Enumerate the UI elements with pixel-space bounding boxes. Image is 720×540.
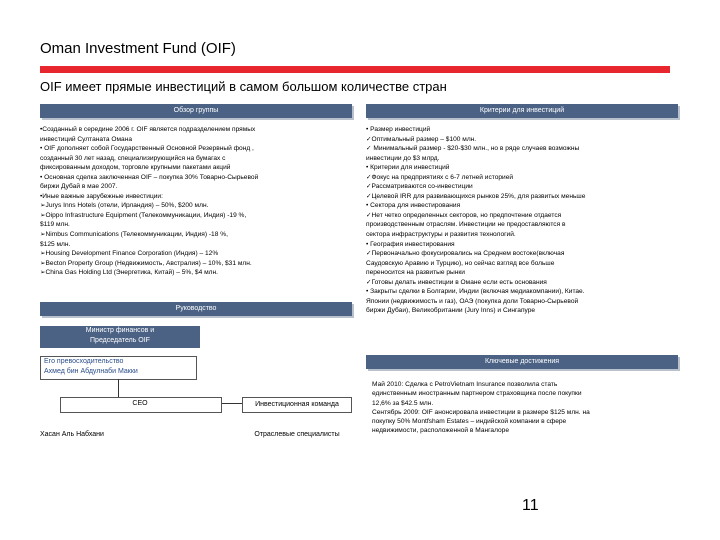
criteria-line: • Размер инвестиций bbox=[366, 126, 431, 133]
overview-text bbox=[40, 125, 258, 278]
slide-title: Oman Investment Fund (OIF) bbox=[40, 40, 236, 57]
slide-subtitle: OIF имеет прямые инвестиций в самом большом количестве стран bbox=[40, 79, 447, 94]
criteria-line: производственным отраслям. Инвестиции не предоставляются в bbox=[366, 221, 566, 229]
overview-line: ➢Beсton Property Group (Недвижимость, Австралия) – 10%, $31 млн. bbox=[40, 259, 252, 267]
chair-name bbox=[44, 357, 138, 377]
org-line-connector bbox=[220, 403, 242, 404]
overview-line: фиксированным доходом, торговле крупными пакетами акций bbox=[40, 164, 231, 172]
chair-title-line-2: Председатель OIF bbox=[90, 337, 150, 344]
achievement-line: 12,6% за $42.5 млн. bbox=[372, 399, 434, 407]
criteria-line: • Сектора для инвестирования bbox=[366, 202, 461, 210]
criteria-line: ✓Рассматриваются со-инвестиции bbox=[366, 183, 473, 191]
criteria-line: • Критерии для инвестиций bbox=[366, 164, 450, 172]
chair-name-line-1: Его превосходительство bbox=[44, 358, 124, 365]
chair-name-line-2: Ахмед бин Абдулнаби Макки bbox=[44, 368, 138, 375]
overview-header: Обзор группы bbox=[40, 104, 352, 118]
overview-line: ➢Housing Development Finance Corporation (Индия) – 12% bbox=[40, 250, 219, 258]
criteria-line: ✓ Минимальный размер - $20-$30 млн., но в ряде случаев возможны bbox=[366, 145, 580, 153]
overview-line: биржи Дубай в мае 2007. bbox=[40, 183, 118, 191]
overview-line: •Иные важные зарубежные инвестиции: bbox=[40, 192, 163, 200]
achievement-line: Май 2010: Сделка с PetroVietnam Insurance позволила стать bbox=[372, 381, 558, 388]
ceo-label: CEO bbox=[132, 400, 148, 407]
criteria-line: биржи Дубаи), Великобритании (Jury Inns) и Сингапуре bbox=[366, 307, 536, 315]
overview-line: •Созданный в середине 2006 г. OIF является подразделением прямых bbox=[40, 126, 256, 133]
criteria-line: инвестиции до $3 млрд. bbox=[366, 154, 440, 162]
chair-title-line-1: Министр финансов и bbox=[85, 327, 155, 334]
criteria-line: ✓Первоначально фокусировались на Среднем востоке(включая bbox=[366, 250, 565, 258]
criteria-line: сектора инфраструктуры и развития технологий. bbox=[366, 231, 516, 239]
overview-line: $125 млн. bbox=[40, 240, 71, 248]
overview-line: ➢Nimbus Communications (Телекоммуникации, Индия) -18 %, bbox=[40, 231, 228, 239]
criteria-header: Критерии для инвестиций bbox=[366, 104, 678, 118]
criteria-line: переносится на развитые рынки bbox=[366, 269, 465, 277]
achievement-line: единственным иностранным партнером страховщика после покупки bbox=[372, 390, 582, 398]
criteria-line: ✓Целевой IRR для развивающихся рынков 25%, для развитых меньше bbox=[366, 192, 586, 200]
overview-line: инвестиций Султаната Омана bbox=[40, 135, 133, 143]
achievement-line: покупку 50% Mоntfsham Estates – индийской компании в сфере bbox=[372, 418, 567, 426]
investment-team-label: Инвестиционная команда bbox=[255, 401, 339, 408]
criteria-line: Саудовскую Аравию и Турцию), но сейчас взгляд все больше bbox=[366, 259, 555, 267]
achievement-line: недвижимости, расположенной в Мангалоре bbox=[372, 427, 509, 435]
overview-line: • OIF дополняет собой Государственный Основной Резервный фонд , bbox=[40, 145, 254, 153]
achievement-line: Сентябрь 2009: OIF анонсировала инвестиции в размере $125 млн. на bbox=[372, 408, 590, 416]
chair-box bbox=[40, 326, 200, 348]
ceo-name: Хасан Аль Набхани bbox=[40, 431, 104, 438]
overview-line: • Основная сделка заключенная OIF – покупка 30% Товарно-Сырьевой bbox=[40, 173, 259, 181]
achievements-header: Ключевые достижения bbox=[366, 355, 678, 369]
criteria-line: Японии (недвижимость и газ), ОАЭ (покупка доли Товарно-Сырьевой bbox=[366, 297, 579, 305]
criteria-line: • Закрыты сделки в Болгарии, Индии (включая медиакомпании), Китае. bbox=[366, 288, 585, 296]
page-number: 11 bbox=[522, 497, 539, 514]
criteria-line: • География инвестирования bbox=[366, 240, 455, 248]
criteria-line: ✓Фокус на предприятиях с 6-7 летней историей bbox=[366, 173, 514, 181]
criteria-line: ✓Оптимальный размер – $100 млн. bbox=[366, 135, 477, 143]
achievements-text bbox=[372, 380, 590, 436]
overview-line: ➢Oippo Infrastructure Equipment (Телекоммуникации, Индия) -19 %, bbox=[40, 211, 247, 219]
criteria-line: ✓Готовы делать инвестиции в Омане если есть основания bbox=[366, 278, 547, 286]
title-underline-bar bbox=[40, 66, 670, 73]
overview-line: созданный 30 лет назад, специализирующийся на бумагах с bbox=[40, 154, 226, 162]
industry-specialists-label: Отраслевые специалисты bbox=[254, 431, 340, 438]
criteria-text bbox=[366, 125, 585, 316]
criteria-line: ✓Нет четко определенных секторов, но предпочтение отдается bbox=[366, 211, 562, 219]
overview-line: $119 млн. bbox=[40, 221, 70, 229]
management-header: Руководство bbox=[40, 302, 352, 316]
overview-line: ➢Jurys Inns Hotels (отели, Ирландия) – 50%, $200 млн. bbox=[40, 202, 209, 210]
org-line-vertical bbox=[118, 379, 119, 398]
overview-line: ➢China Gas Holding Ltd (Энергетика, Китай) – 5%, $4 млн. bbox=[40, 269, 218, 277]
